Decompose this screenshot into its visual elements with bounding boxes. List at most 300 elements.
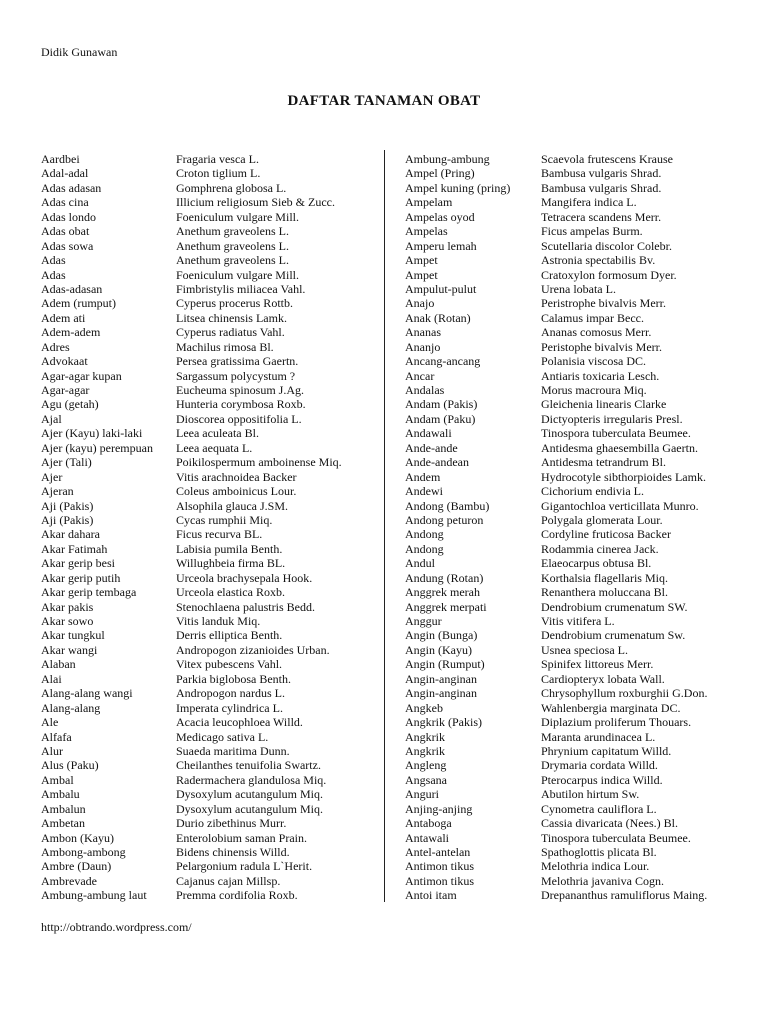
plant-row — [41, 340, 376, 354]
scientific-name: Cyperus procerus Rottb. — [176, 296, 293, 311]
local-name: Alus (Paku) — [41, 758, 99, 773]
local-name: Ande-andean — [405, 455, 469, 470]
plant-row — [41, 181, 376, 195]
plant-row — [405, 744, 731, 758]
local-name: Andewi — [405, 484, 443, 499]
scientific-name: Illicium religiosum Sieb & Zucc. — [176, 195, 335, 210]
plant-row — [41, 859, 376, 873]
local-name: Ambalu — [41, 787, 80, 802]
scientific-name: Ananas comosus Merr. — [541, 325, 652, 340]
plant-row — [405, 859, 731, 873]
local-name: Ambung-ambung — [405, 152, 490, 166]
plant-row — [405, 426, 731, 440]
plant-row — [41, 802, 376, 816]
local-name: Amperu lemah — [405, 238, 477, 253]
local-name: Ajer — [41, 469, 63, 484]
scientific-name: Rodammia cinerea Jack. — [541, 541, 659, 556]
local-name: Adas cina — [41, 195, 89, 210]
plant-row — [41, 556, 376, 570]
local-name: Ampelas — [405, 224, 448, 239]
plant-row — [405, 513, 731, 527]
plant-row — [405, 686, 731, 700]
scientific-name: Elaeocarpus obtusa Bl. — [541, 556, 652, 571]
scientific-name: Dictyopteris irregularis Presl. — [541, 411, 683, 426]
scientific-name: Scaevola frutescens Krause — [541, 152, 673, 166]
scientific-name: Medicago sativa L. — [176, 729, 269, 744]
scientific-name: Fragaria vesca L. — [176, 152, 259, 166]
scientific-name: Gigantochloa verticillata Munro. — [541, 498, 699, 513]
plant-row — [405, 296, 731, 310]
plant-row — [405, 224, 731, 238]
local-name: Ambre (Daun) — [41, 859, 112, 874]
scientific-name: Abutilon hirtum Sw. — [541, 787, 640, 802]
scientific-name: Phrynium capitatum Willd. — [541, 743, 672, 758]
local-name: Akar sowo — [41, 614, 94, 628]
scientific-name: Maranta arundinacea L. — [541, 729, 656, 744]
plant-row — [405, 470, 731, 484]
local-name: Angin (Bunga) — [405, 628, 478, 643]
plant-row — [41, 758, 376, 772]
scientific-name: Cheilanthes tenuifolia Swartz. — [176, 758, 321, 773]
page-header-author: Didik Gunawan — [41, 45, 118, 59]
local-name: Angin-anginan — [405, 671, 477, 686]
local-name: Angkrik (Pakis) — [405, 715, 482, 730]
plant-row — [41, 311, 376, 325]
scientific-name: Derris elliptica Benth. — [176, 628, 283, 643]
plant-row — [41, 397, 376, 411]
local-name: Alur — [41, 743, 63, 758]
plant-row — [405, 195, 731, 209]
scientific-name: Bidens chinensis Willd. — [176, 845, 290, 859]
local-name: Anggrek merpati — [405, 599, 487, 614]
scientific-name: Renanthera moluccana Bl. — [541, 585, 668, 600]
scientific-name: Coleus amboinicus Lour. — [176, 484, 297, 499]
plant-row — [41, 282, 376, 296]
local-name: Agu (getah) — [41, 397, 99, 412]
local-name: Andem — [405, 469, 441, 484]
plant-row — [405, 383, 731, 397]
scientific-name: Melothria indica Lour. — [541, 859, 650, 874]
scientific-name: Cajanus cajan Millsp. — [176, 873, 281, 888]
scientific-name: Dioscorea oppositifolia L. — [176, 411, 302, 426]
local-name: Angkrik — [405, 729, 445, 744]
local-name: Anggrek merah — [405, 585, 480, 600]
plant-row — [405, 369, 731, 383]
plant-row — [41, 874, 376, 888]
scientific-name: Mangifera indica L. — [541, 195, 637, 210]
scientific-name: Machilus rimosa Bl. — [176, 339, 274, 354]
plant-row — [405, 441, 731, 455]
scientific-name: Fimbristylis miliacea Vahl. — [176, 281, 306, 296]
plant-row — [41, 527, 376, 541]
scientific-name: Gomphrena globosa L. — [176, 180, 287, 195]
plant-row — [405, 325, 731, 339]
scientific-name: Dysoxylum acutangulum Miq. — [176, 801, 323, 816]
plant-row — [405, 874, 731, 888]
scientific-name: Sargassum polycystum ? — [176, 368, 296, 383]
scientific-name: Durio zibethinus Murr. — [176, 816, 287, 831]
plant-row — [41, 470, 376, 484]
left-plant-column — [41, 152, 376, 903]
local-name: Antimon tikus — [405, 873, 475, 888]
plant-row — [41, 239, 376, 253]
scientific-name: Litsea chinensis Lamk. — [176, 310, 287, 325]
plant-row — [405, 758, 731, 772]
scientific-name: Urena lobata L. — [541, 281, 616, 296]
local-name: Andalas — [405, 383, 445, 397]
local-name: Adem-adem — [41, 325, 101, 340]
plant-row — [405, 643, 731, 657]
plant-row — [405, 210, 731, 224]
plant-row — [405, 282, 731, 296]
scientific-name: Foeniculum vulgare Mill. — [176, 267, 299, 282]
plant-row — [41, 787, 376, 801]
plant-row — [41, 455, 376, 469]
scientific-name: Hydrocotyle sibthorpioides Lamk. — [541, 469, 706, 484]
plant-row — [41, 268, 376, 282]
local-name: Antoi itam — [405, 888, 457, 903]
local-name: Agar-agar — [41, 383, 90, 397]
plant-row — [405, 773, 731, 787]
local-name: Ambrevade — [41, 873, 97, 888]
plant-row — [405, 412, 731, 426]
scientific-name: Dendrobium crumenatum Sw. — [541, 628, 686, 643]
plant-row — [41, 224, 376, 238]
local-name: Ananjo — [405, 339, 441, 354]
column-divider — [384, 150, 385, 902]
scientific-name: Premma cordifolia Roxb. — [176, 888, 298, 903]
local-name: Andam (Pakis) — [405, 397, 478, 412]
plant-row — [41, 441, 376, 455]
plant-row — [405, 600, 731, 614]
local-name: Angsana — [405, 772, 447, 787]
local-name: Angin (Kayu) — [405, 642, 472, 657]
local-name: Ampulut-pulut — [405, 281, 477, 296]
local-name: Adal-adal — [41, 166, 89, 181]
plant-row — [405, 571, 731, 585]
local-name: Adas londo — [41, 209, 96, 224]
local-name: Ande-ande — [405, 440, 458, 455]
plant-row — [41, 831, 376, 845]
local-name: Andong — [405, 541, 444, 556]
scientific-name: Imperata cylindrica L. — [176, 700, 283, 715]
local-name: Alang-alang wangi — [41, 686, 133, 701]
scientific-name: Leea aequata L. — [176, 440, 253, 455]
local-name: Ampelas oyod — [405, 209, 475, 224]
plant-row — [41, 686, 376, 700]
local-name: Andong peturon — [405, 512, 484, 527]
local-name: Adas sowa — [41, 238, 94, 253]
scientific-name: Spathoglottis plicata Bl. — [541, 845, 657, 859]
local-name: Antawali — [405, 830, 449, 845]
plant-row — [41, 426, 376, 440]
scientific-name: Pterocarpus indica Willd. — [541, 772, 663, 787]
local-name: Ajal — [41, 411, 62, 426]
scientific-name: Urceola brachysepala Hook. — [176, 570, 313, 585]
footer-url: http://obtrando.wordpress.com/ — [41, 920, 192, 934]
plant-row — [41, 484, 376, 498]
local-name: Anjing-anjing — [405, 801, 473, 816]
local-name: Alfafa — [41, 729, 72, 744]
plant-row — [41, 195, 376, 209]
local-name: Akar dahara — [41, 527, 100, 542]
local-name: Ancang-ancang — [405, 354, 481, 369]
local-name: Andul — [405, 556, 435, 571]
scientific-name: Anethum graveolens L. — [176, 253, 289, 268]
local-name: Adem (rumput) — [41, 296, 116, 311]
scientific-name: Ficus ampelas Burm. — [541, 224, 643, 239]
plant-row — [41, 600, 376, 614]
local-name: Angin (Rumput) — [405, 657, 485, 672]
local-name: Ajer (Kayu) laki-laki — [41, 426, 143, 441]
scientific-name: Ficus recurva BL. — [176, 527, 263, 542]
local-name: Angleng — [405, 758, 447, 773]
plant-row — [405, 397, 731, 411]
plant-row — [41, 542, 376, 556]
scientific-name: Bambusa vulgaris Shrad. — [541, 180, 662, 195]
plant-row — [41, 701, 376, 715]
plant-row — [405, 672, 731, 686]
local-name: Andong — [405, 527, 444, 542]
scientific-name: Anethum graveolens L. — [176, 238, 289, 253]
local-name: Aji (Pakis) — [41, 498, 94, 513]
scientific-name: Diplazium proliferum Thouars. — [541, 715, 692, 730]
scientific-name: Dendrobium crumenatum SW. — [541, 599, 688, 614]
scientific-name: Melothria javaniva Cogn. — [541, 873, 664, 888]
scientific-name: Bambusa vulgaris Shrad. — [541, 166, 662, 181]
scientific-name: Radermachera glandulosa Miq. — [176, 772, 327, 787]
local-name: Angkeb — [405, 700, 443, 715]
plant-row — [41, 657, 376, 671]
plant-row — [41, 773, 376, 787]
scientific-name: Scutellaria discolor Colebr. — [541, 238, 672, 253]
scientific-name: Chrysophyllum roxburghii G.Don. — [541, 686, 708, 701]
local-name: Alaban — [41, 657, 76, 672]
local-name: Anak (Rotan) — [405, 310, 471, 325]
scientific-name: Acacia leucophloea Willd. — [176, 715, 303, 730]
plant-row — [405, 715, 731, 729]
local-name: Adres — [41, 339, 70, 354]
local-name: Ambal — [41, 772, 74, 787]
plant-row — [41, 354, 376, 368]
scientific-name: Tinospora tuberculata Beumee. — [541, 830, 691, 845]
scientific-name: Cratoxylon formosum Dyer. — [541, 267, 677, 282]
plant-row — [405, 542, 731, 556]
local-name: Antimon tikus — [405, 859, 475, 874]
local-name: Ambong-ambong — [41, 845, 126, 859]
plant-row — [405, 340, 731, 354]
scientific-name: Cassia divaricata (Nees.) Bl. — [541, 816, 678, 831]
scientific-name: Leea aculeata Bl. — [176, 426, 259, 441]
scientific-name: Stenochlaena palustris Bedd. — [176, 599, 315, 614]
scientific-name: Vitex pubescens Vahl. — [176, 657, 283, 672]
plant-row — [405, 268, 731, 282]
scientific-name: Vitis arachnoidea Backer — [176, 469, 297, 484]
plant-row — [41, 816, 376, 830]
scientific-name: Dysoxylum acutangulum Miq. — [176, 787, 323, 802]
scientific-name: Tetracera scandens Merr. — [541, 209, 662, 224]
plant-row — [405, 527, 731, 541]
plant-row — [405, 311, 731, 325]
local-name: Ajeran — [41, 484, 74, 499]
scientific-name: Anethum graveolens L. — [176, 224, 289, 239]
scientific-name: Vitis vitifera L. — [541, 614, 615, 628]
plant-row — [41, 643, 376, 657]
scientific-name: Cordyline fruticosa Backer — [541, 527, 671, 542]
scientific-name: Hunteria corymbosa Roxb. — [176, 397, 306, 412]
scientific-name: Drepananthus ramuliflorus Maing. — [541, 888, 708, 903]
scientific-name: Polygala glomerata Lour. — [541, 512, 663, 527]
scientific-name: Parkia biglobosa Benth. — [176, 671, 291, 686]
plant-row — [41, 628, 376, 642]
local-name: Ananas — [405, 325, 441, 340]
plant-row — [405, 239, 731, 253]
local-name: Andawali — [405, 426, 452, 441]
plant-row — [405, 585, 731, 599]
plant-row — [41, 744, 376, 758]
plant-row — [405, 845, 731, 859]
local-name: Adas adasan — [41, 180, 102, 195]
local-name: Ajer (Tali) — [41, 455, 92, 470]
local-name: Anggur — [405, 614, 442, 628]
plant-row — [405, 614, 731, 628]
plant-row — [405, 166, 731, 180]
plant-row — [41, 888, 376, 902]
scientific-name: Suaeda maritima Dunn. — [176, 743, 290, 758]
local-name: Adas — [41, 267, 66, 282]
local-name: Ancar — [405, 368, 435, 383]
local-name: Aardbei — [41, 152, 80, 166]
local-name: Angkrik — [405, 743, 445, 758]
plant-row — [41, 845, 376, 859]
local-name: Ale — [41, 715, 59, 730]
local-name: Akar tungkul — [41, 628, 105, 643]
plant-row — [41, 571, 376, 585]
plant-row — [405, 499, 731, 513]
local-name: Akar gerip tembaga — [41, 585, 137, 600]
scientific-name: Wahlenbergia marginata DC. — [541, 700, 681, 715]
plant-row — [405, 730, 731, 744]
plant-row — [41, 614, 376, 628]
local-name: Adas-adasan — [41, 281, 103, 296]
scientific-name: Peristrophe bivalvis Merr. — [541, 296, 666, 311]
local-name: Akar gerip putih — [41, 570, 121, 585]
scientific-name: Antidesma tetrandrum Bl. — [541, 455, 666, 470]
local-name: Ambalun — [41, 801, 86, 816]
local-name: Andong (Bambu) — [405, 498, 490, 513]
document-title: DAFTAR TANAMAN OBAT — [287, 93, 481, 109]
scientific-name: Enterolobium saman Prain. — [176, 830, 307, 845]
local-name: Ampet — [405, 253, 438, 268]
scientific-name: Eucheuma spinosum J.Ag. — [176, 383, 304, 397]
plant-row — [405, 455, 731, 469]
scientific-name: Pelargonium radula L`Herit. — [176, 859, 313, 874]
plant-row — [41, 513, 376, 527]
scientific-name: Croton tiglium L. — [176, 166, 261, 181]
scientific-name: Drymaria cordata Willd. — [541, 758, 658, 773]
local-name: Antel-antelan — [405, 845, 471, 859]
plant-row — [41, 499, 376, 513]
plant-row — [405, 657, 731, 671]
plant-row — [41, 253, 376, 267]
local-name: Ambung-ambung laut — [41, 888, 147, 903]
local-name: Anguri — [405, 787, 439, 802]
plant-row — [405, 628, 731, 642]
plant-row — [405, 354, 731, 368]
scientific-name: Antiaris toxicaria Lesch. — [541, 368, 660, 383]
plant-row — [41, 296, 376, 310]
scientific-name: Korthalsia flagellaris Miq. — [541, 570, 668, 585]
plant-row — [405, 484, 731, 498]
plant-row — [405, 816, 731, 830]
scientific-name: Usnea speciosa L. — [541, 642, 628, 657]
local-name: Ambon (Kayu) — [41, 830, 114, 845]
scientific-name: Gleichenia linearis Clarke — [541, 397, 667, 412]
scientific-name: Willughbeia firma BL. — [176, 556, 286, 571]
scientific-name: Antidesma ghaesembilla Gaertn. — [541, 440, 698, 455]
scientific-name: Foeniculum vulgare Mill. — [176, 209, 299, 224]
local-name: Adas — [41, 253, 66, 268]
local-name: Alai — [41, 671, 62, 686]
plant-row — [41, 715, 376, 729]
plant-row — [41, 152, 376, 166]
scientific-name: Polanisia viscosa DC. — [541, 354, 646, 369]
plant-row — [405, 831, 731, 845]
scientific-name: Peristophe bivalvis Merr. — [541, 339, 662, 354]
local-name: Aji (Pakis) — [41, 512, 94, 527]
plant-row — [405, 888, 731, 902]
local-name: Akar gerip besi — [41, 556, 115, 571]
plant-row — [41, 166, 376, 180]
scientific-name: Alsophila glauca J.SM. — [176, 498, 288, 513]
plant-row — [405, 802, 731, 816]
right-plant-column — [405, 152, 731, 903]
local-name: Antaboga — [405, 816, 452, 831]
local-name: Angin-anginan — [405, 686, 477, 701]
plant-row — [405, 152, 731, 166]
plant-row — [405, 787, 731, 801]
local-name: Ajer (kayu) perempuan — [41, 440, 153, 455]
local-name: Alang-alang — [41, 700, 101, 715]
local-name: Akar wangi — [41, 642, 98, 657]
local-name: Ampel kuning (pring) — [405, 180, 511, 195]
scientific-name: Urceola elastica Roxb. — [176, 585, 285, 600]
plant-row — [41, 325, 376, 339]
plant-row — [405, 701, 731, 715]
scientific-name: Astronia spectabilis Bv. — [541, 253, 656, 268]
scientific-name: Persea gratissima Gaertn. — [176, 354, 299, 369]
local-name: Adem ati — [41, 310, 86, 325]
scientific-name: Andropogon zizanioides Urban. — [176, 642, 330, 657]
scientific-name: Tinospora tuberculata Beumee. — [541, 426, 691, 441]
scientific-name: Morus macroura Miq. — [541, 383, 647, 397]
local-name: Akar pakis — [41, 599, 94, 614]
plant-row — [41, 210, 376, 224]
scientific-name: Vitis landuk Miq. — [176, 614, 261, 628]
local-name: Anajo — [405, 296, 435, 311]
plant-row — [41, 585, 376, 599]
plant-row — [405, 556, 731, 570]
plant-row — [41, 730, 376, 744]
scientific-name: Labisia pumila Benth. — [176, 541, 283, 556]
scientific-name: Poikilospermum amboinense Miq. — [176, 455, 342, 470]
local-name: Akar Fatimah — [41, 541, 108, 556]
scientific-name: Calamus impar Becc. — [541, 310, 644, 325]
scientific-name: Cynometra cauliflora L. — [541, 801, 657, 816]
local-name: Ampet — [405, 267, 438, 282]
plant-row — [41, 672, 376, 686]
scientific-name: Cardiopteryx lobata Wall. — [541, 671, 665, 686]
